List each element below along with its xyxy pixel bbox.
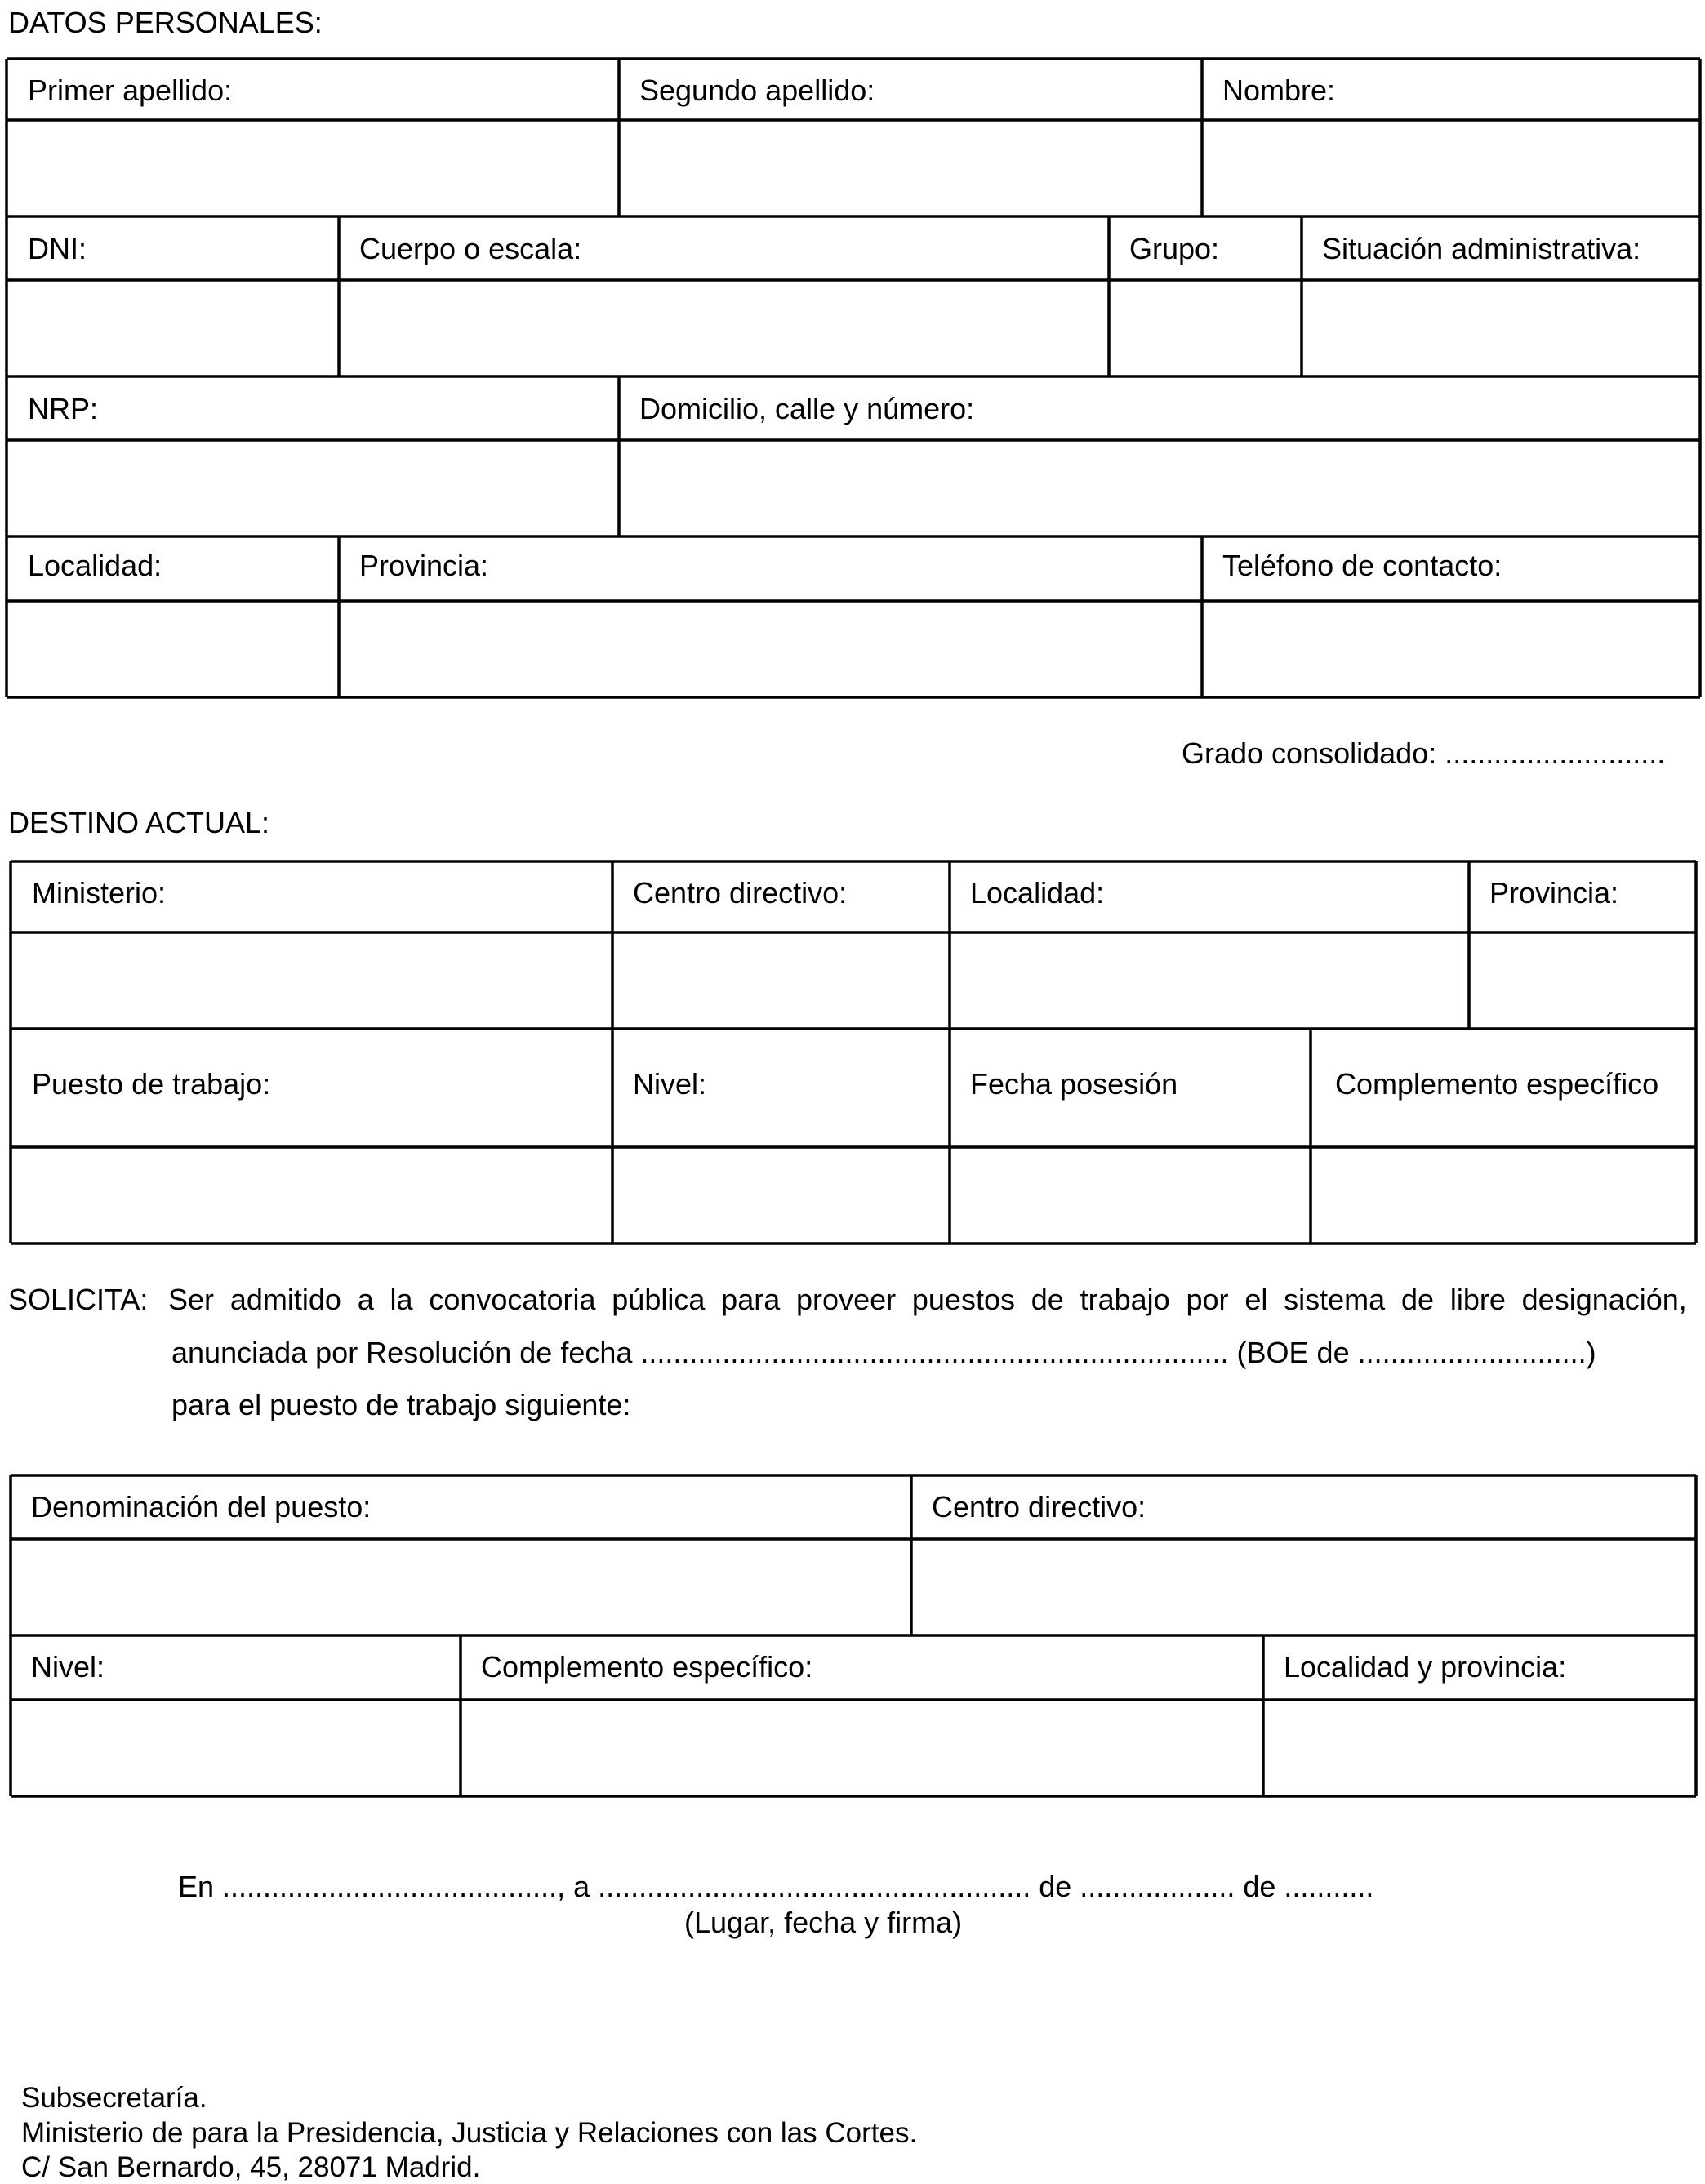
solicita-word: a: [357, 1283, 374, 1316]
label-segundo-apellido: Segundo apellido:: [639, 73, 875, 107]
solicita-word: puestos: [911, 1283, 1015, 1316]
label-primer-apellido: Primer apellido:: [28, 73, 233, 107]
signature-line: En ........................................., a ..................................................... de ................... de ...........: [178, 1870, 1374, 1903]
field-provincia[interactable]: [341, 603, 1200, 696]
solicita-word: la: [390, 1283, 413, 1316]
field-telefono[interactable]: [1204, 603, 1698, 696]
field-complemento-especifico-destino[interactable]: [1312, 1149, 1694, 1242]
field-nrp[interactable]: [8, 442, 617, 535]
field-segundo-apellido[interactable]: [621, 122, 1200, 215]
field-centro-directivo[interactable]: [614, 934, 948, 1027]
label-nivel-solicitado: Nivel:: [31, 1650, 105, 1684]
solicita-line-2: anunciada por Resolución de fecha ........................................................................ (BOE de ............................): [171, 1336, 1596, 1369]
solicita-line-3: para el puesto de trabajo siguiente:: [171, 1388, 631, 1421]
label-centro-directivo: Centro directivo:: [633, 876, 848, 910]
field-puesto-trabajo[interactable]: [12, 1149, 611, 1242]
field-cuerpo-escala[interactable]: [341, 282, 1107, 375]
solicita-word: sistema: [1284, 1283, 1386, 1316]
field-centro-directivo-solicitado[interactable]: [913, 1541, 1694, 1634]
solicita-word: admitido: [229, 1283, 341, 1316]
solicita-word: trabajo: [1080, 1283, 1170, 1316]
field-denominacion-puesto[interactable]: [12, 1541, 910, 1634]
label-nombre: Nombre:: [1222, 73, 1336, 107]
solicita-word: el: [1244, 1283, 1268, 1316]
signature-caption: (Lugar, fecha y firma): [684, 1906, 963, 1939]
label-localidad: Localidad:: [28, 549, 162, 582]
label-denominacion-puesto: Denominación del puesto:: [31, 1490, 372, 1523]
label-grupo: Grupo:: [1129, 232, 1220, 265]
footer-line-1: Subsecretaría.: [21, 2082, 207, 2114]
field-localidad[interactable]: [8, 603, 337, 696]
label-puesto-trabajo: Puesto de trabajo:: [32, 1067, 271, 1101]
field-situacion-administrativa[interactable]: [1303, 282, 1698, 375]
field-domicilio[interactable]: [621, 442, 1698, 535]
footer-line-2: Ministerio de para la Presidencia, Justicia y Relaciones con las Cortes.: [21, 2117, 918, 2149]
solicita-line-1: [168, 1285, 1687, 1314]
label-nivel-destino: Nivel:: [633, 1067, 707, 1101]
label-nrp: NRP:: [28, 392, 99, 425]
label-dni: DNI:: [28, 232, 87, 265]
field-nombre[interactable]: [1204, 122, 1698, 215]
field-grupo[interactable]: [1111, 282, 1300, 375]
label-situacion-administrativa: Situación administrativa:: [1322, 232, 1641, 265]
label-centro-directivo-solicitado: Centro directivo:: [932, 1490, 1146, 1523]
label-localidad-provincia: Localidad y provincia:: [1284, 1650, 1567, 1684]
section-heading-destino-actual: DESTINO ACTUAL:: [8, 806, 270, 839]
footer-line-3: C/ San Bernardo, 45, 28071 Madrid.: [21, 2151, 481, 2183]
label-complemento-especifico-destino: Complemento específico: [1335, 1067, 1659, 1101]
label-complemento-especifico-solicitado: Complemento específico:: [481, 1650, 813, 1684]
field-complemento-especifico-solicitado[interactable]: [462, 1701, 1262, 1795]
label-fecha-posesion: Fecha posesión: [970, 1067, 1178, 1101]
solicita-word: proveer: [796, 1283, 897, 1316]
label-provincia-destino: Provincia:: [1489, 876, 1619, 910]
label-localidad-destino: Localidad:: [970, 876, 1105, 910]
grado-consolidado: Grado consolidado: ...........................: [1182, 736, 1666, 770]
field-primer-apellido[interactable]: [8, 122, 617, 215]
field-ministerio[interactable]: [12, 934, 611, 1027]
solicita-word: pública: [612, 1283, 706, 1316]
section-heading-datos-personales: DATOS PERSONALES:: [8, 6, 323, 39]
solicita-word: Ser: [168, 1283, 215, 1316]
solicita-lead: SOLICITA:: [8, 1283, 149, 1316]
solicita-word: designación,: [1521, 1283, 1687, 1316]
solicita-word: de: [1400, 1283, 1435, 1316]
solicita-word: libre: [1449, 1283, 1506, 1316]
label-provincia: Provincia:: [359, 549, 489, 582]
field-fecha-posesion[interactable]: [951, 1149, 1309, 1242]
field-nivel-destino[interactable]: [614, 1149, 948, 1242]
solicita-word: convocatoria: [429, 1283, 596, 1316]
solicita-word: por: [1186, 1283, 1229, 1316]
field-nivel-solicitado[interactable]: [12, 1701, 459, 1795]
solicita-word: de: [1031, 1283, 1064, 1316]
label-domicilio: Domicilio, calle y número:: [639, 392, 975, 425]
field-localidad-destino[interactable]: [951, 934, 1467, 1027]
label-cuerpo-escala: Cuerpo o escala:: [359, 232, 582, 265]
field-localidad-provincia[interactable]: [1265, 1701, 1694, 1795]
field-provincia-destino[interactable]: [1471, 934, 1694, 1027]
solicita-word: para: [721, 1283, 781, 1316]
field-dni[interactable]: [8, 282, 337, 375]
label-ministerio: Ministerio:: [32, 876, 167, 910]
label-telefono: Teléfono de contacto:: [1222, 549, 1502, 582]
